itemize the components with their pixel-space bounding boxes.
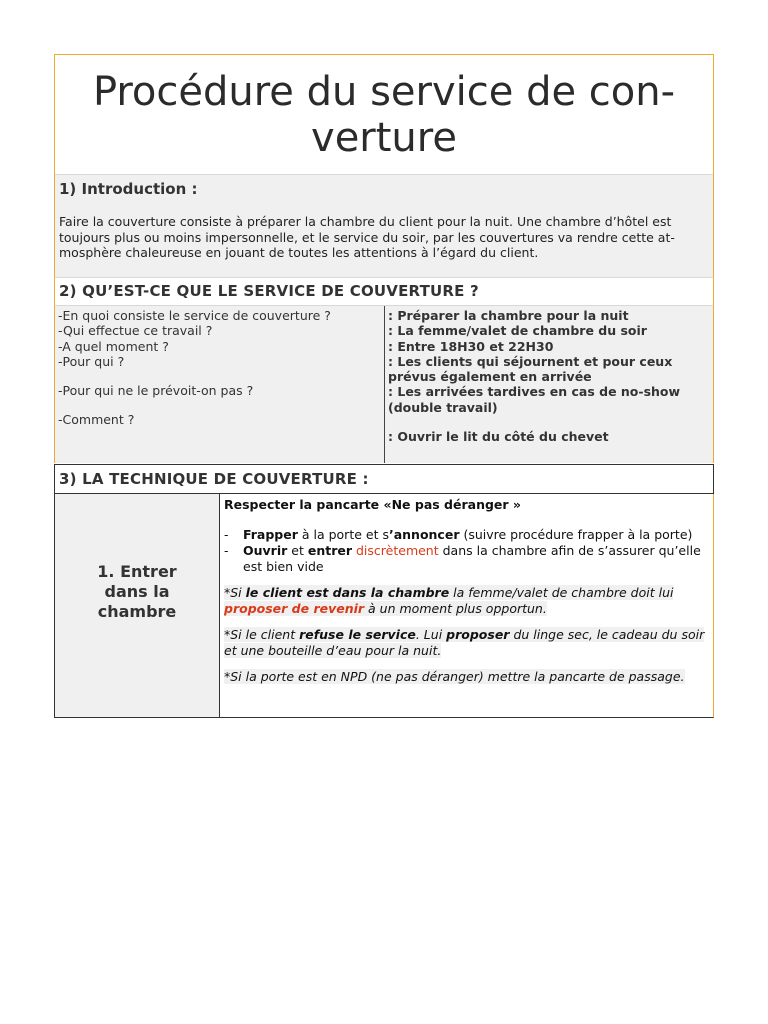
introduction-heading: 1) Introduction : (59, 180, 198, 198)
question-item: -En quoi consiste le service de couverture ? (58, 308, 331, 323)
title-line-2: verture (311, 114, 457, 161)
section3-heading: 3) LA TECHNIQUE DE COUVERTURE : (59, 470, 369, 488)
note-client-refuses: *Si le client refuse le service. Lui proposer du linge sec, le cadeau du soir et une bouteille d’eau pour la nuit. (224, 627, 705, 658)
introduction-section (54, 174, 714, 277)
answer-item: : Entre 18H30 et 22H30 (388, 338, 554, 354)
question-item: -A quel moment ? (58, 338, 169, 354)
answer-item: : La femme/valet de chambre du soir (388, 323, 647, 339)
answer-item: : Ouvrir le lit du côté du chevet (388, 429, 609, 445)
introduction-text: Faire la couverture consiste à préparer la chambre du client pour la nuit. Une chambre d’hôtel est toujours plus ou moins impersonnelle, et le service du soir, par les couvertures va rendre cette at-mosphère chaleureuse en jouant de toutes les attentions à l’égard du client. (59, 214, 675, 260)
step-cell (55, 494, 220, 717)
question-item: -Qui effectue ce travail ? (58, 323, 213, 339)
answer-item: : Les arrivées tardives en cas de no-show (double travail) (388, 384, 681, 415)
note-do-not-disturb: *Si la porte est en NPD (ne pas déranger) mettre la pancarte de passage. (224, 669, 685, 684)
answer-item: : Les clients qui séjournent et pour ceux prévus également en arrivée (388, 353, 673, 385)
title-box (54, 54, 714, 174)
respect-sign-instruction: Respecter la pancarte «Ne pas déranger » (224, 497, 521, 512)
list-item: - Ouvrir et entrer discrètement dans la chambre afin de s’assurer qu’elle est bien vide (224, 543, 701, 574)
questions-column (55, 306, 385, 463)
step-title: 1. Entrer dans la chambre (97, 561, 177, 621)
note-client-present: *Si le client est dans la chambre la femme/valet de chambre doit lui proposer de revenir à un moment plus opportun. (224, 585, 674, 616)
section3-header (54, 464, 714, 494)
answers-column (385, 306, 713, 463)
section2-table (54, 305, 714, 463)
instruction-list (224, 527, 709, 575)
section3-table (54, 494, 714, 718)
question-item: -Pour qui ? (58, 353, 125, 369)
step-details (220, 494, 713, 717)
title-line-1: Procédure du service de con- (92, 68, 676, 115)
list-item: - Frapper à la porte et s’annoncer (suivre procédure frapper à la porte) (224, 527, 693, 542)
section2-heading: 2) QU’EST-CE QUE LE SERVICE DE COUVERTURE ? (59, 282, 479, 300)
section2-header (54, 277, 714, 305)
answer-item: : Préparer la chambre pour la nuit (388, 308, 629, 323)
page-title (83, 69, 685, 161)
document (54, 54, 714, 718)
question-item: -Comment ? (58, 412, 135, 428)
question-item: -Pour qui ne le prévoit-on pas ? (58, 383, 254, 399)
